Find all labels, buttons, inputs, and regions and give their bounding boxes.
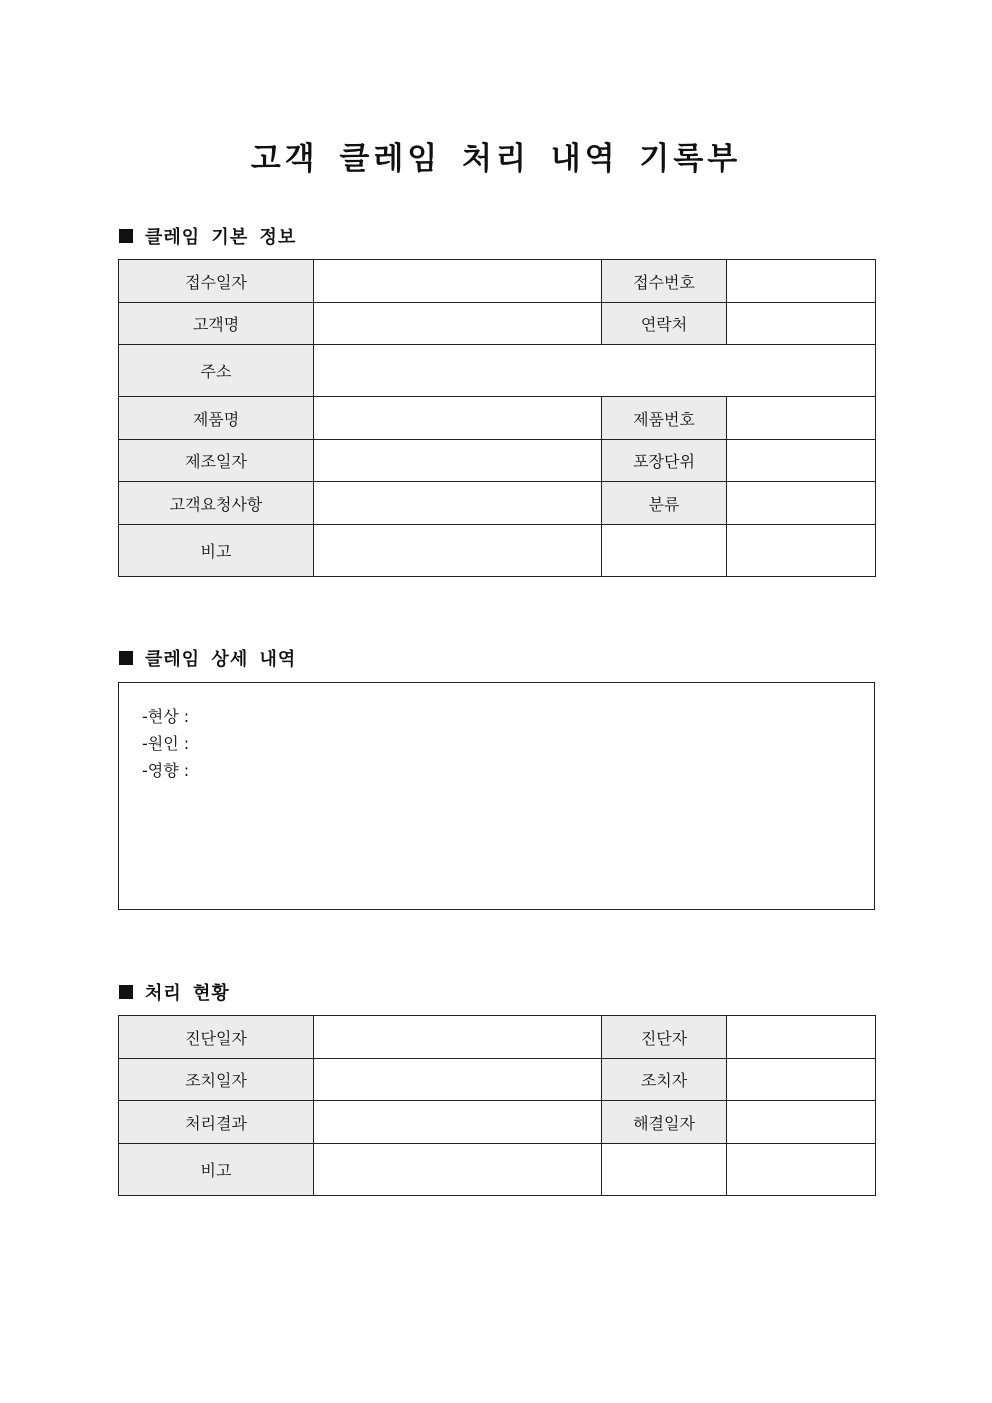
empty-cell[interactable] [727,525,876,577]
section-title: 처리 현황 [145,983,230,1004]
empty-cell[interactable] [727,1144,876,1196]
category-field[interactable] [727,482,876,525]
square-bullet-icon [119,229,133,243]
label-resolution-date: 해결일자 [602,1101,727,1144]
label-action-date: 조치일자 [119,1059,314,1101]
symptom-line: -현상 : [142,707,190,726]
customer-request-field[interactable] [314,482,602,525]
label-category: 분류 [602,482,727,525]
section-heading-basic-info [119,223,296,249]
label-action-taker: 조치자 [602,1059,727,1101]
label-diagnoser: 진단자 [602,1016,727,1059]
empty-cell[interactable] [602,1144,727,1196]
resolution-date-field[interactable] [727,1101,876,1144]
contact-field[interactable] [727,303,876,345]
diagnosis-date-field[interactable] [314,1016,602,1059]
label-product-name: 제품명 [119,397,314,440]
label-customer-name: 고객명 [119,303,314,345]
label-received-date: 접수일자 [119,260,314,303]
table-row [119,345,876,397]
table-row [119,1059,876,1101]
received-date-field[interactable] [314,260,602,303]
packaging-unit-field[interactable] [727,440,876,482]
table-row [119,525,876,577]
detail-lines [142,703,189,784]
table-row [119,303,876,345]
claim-detail-box[interactable] [118,682,875,910]
product-number-field[interactable] [727,397,876,440]
remarks-field[interactable] [314,525,602,577]
label-remarks: 비고 [119,525,314,577]
table-row [119,397,876,440]
label-packaging-unit: 포장단위 [602,440,727,482]
page-title: 고객 클레임 처리 내역 기록부 [250,141,742,177]
label-customer-request: 고객요청사항 [119,482,314,525]
product-name-field[interactable] [314,397,602,440]
label-product-number: 제품번호 [602,397,727,440]
section-heading-processing-status [119,979,230,1005]
table-row [119,260,876,303]
table-row [119,1144,876,1196]
label-remarks: 비고 [119,1144,314,1196]
section-title: 클레임 상세 내역 [145,649,297,670]
cause-line: -원인 : [142,734,190,753]
label-address: 주소 [119,345,314,397]
table-row [119,1101,876,1144]
table-row [119,482,876,525]
section-title: 클레임 기본 정보 [145,227,297,248]
label-diagnosis-date: 진단일자 [119,1016,314,1059]
manufacture-date-field[interactable] [314,440,602,482]
action-date-field[interactable] [314,1059,602,1101]
table-row [119,440,876,482]
label-manufacture-date: 제조일자 [119,440,314,482]
empty-cell[interactable] [602,525,727,577]
label-processing-result: 처리결과 [119,1101,314,1144]
action-taker-field[interactable] [727,1059,876,1101]
section-heading-claim-details [119,645,296,671]
square-bullet-icon [119,985,133,999]
basic-info-table [118,259,876,577]
table-row [119,1016,876,1059]
diagnoser-field[interactable] [727,1016,876,1059]
address-field[interactable] [314,345,876,397]
impact-line: -영향 : [142,761,190,780]
customer-name-field[interactable] [314,303,602,345]
label-contact: 연락처 [602,303,727,345]
received-number-field[interactable] [727,260,876,303]
processing-status-table [118,1015,876,1196]
label-received-number: 접수번호 [602,260,727,303]
processing-result-field[interactable] [314,1101,602,1144]
square-bullet-icon [119,651,133,665]
remarks-field[interactable] [314,1144,602,1196]
